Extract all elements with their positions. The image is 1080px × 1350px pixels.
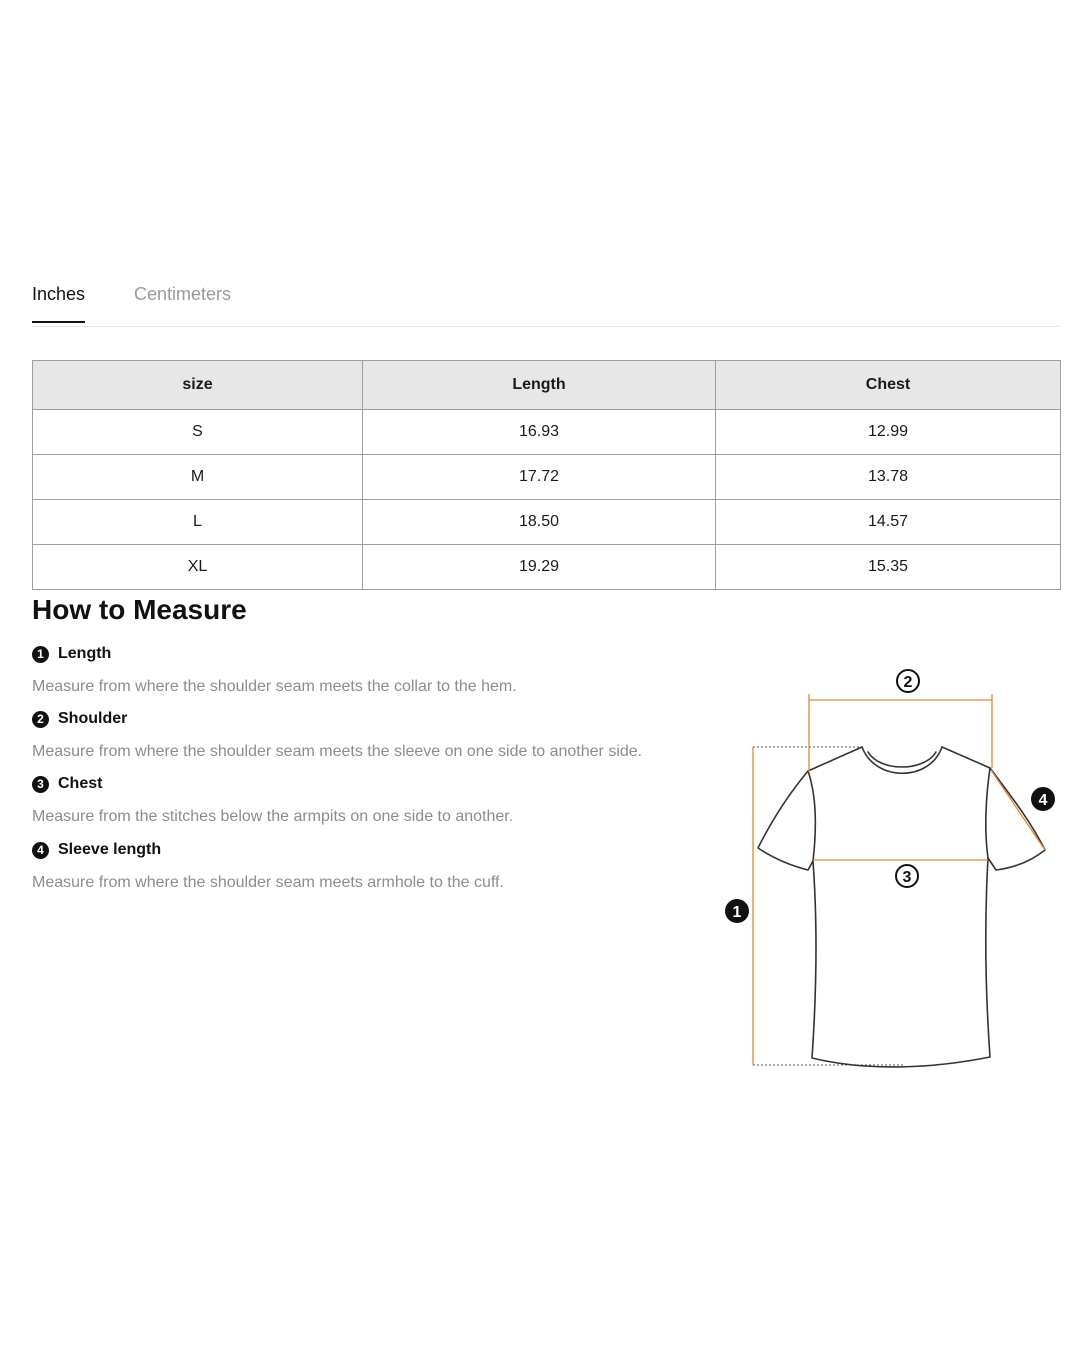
size-chart-table <box>32 360 1061 590</box>
marker-3-icon <box>896 865 918 887</box>
number-2-icon: 2 <box>32 711 49 728</box>
measure-item-chest <box>32 775 102 793</box>
measure-item-shoulder <box>32 710 127 728</box>
cell-length: 17.72 <box>363 455 716 500</box>
marker-1-icon <box>725 899 749 923</box>
measure-label: Shoulder <box>58 710 128 727</box>
measure-description: Measure from the stitches below the armpits on one side to another. <box>32 808 514 825</box>
marker-2-icon <box>897 670 919 692</box>
measure-description: Measure from where the shoulder seam meets the sleeve on one side to another side. <box>32 743 643 760</box>
table-header-row <box>33 361 1061 410</box>
measure-label: Chest <box>58 775 103 792</box>
cell-size: M <box>33 455 363 500</box>
table-row <box>33 500 1061 545</box>
cell-size: L <box>33 500 363 545</box>
header-chest: Chest <box>716 361 1061 410</box>
measure-item-sleeve-length <box>32 841 161 859</box>
svg-text:2: 2 <box>903 674 913 691</box>
cell-chest: 15.35 <box>716 545 1061 590</box>
cell-length: 19.29 <box>363 545 716 590</box>
number-3-icon: 3 <box>32 776 49 793</box>
tshirt-measure-diagram <box>700 660 1070 1080</box>
header-length: Length <box>363 361 716 410</box>
measure-description: Measure from where the shoulder seam meets armhole to the cuff. <box>32 874 504 891</box>
tab-inches[interactable]: Inches <box>32 284 85 323</box>
cell-length: 18.50 <box>363 500 716 545</box>
table-row <box>33 410 1061 455</box>
svg-text:4: 4 <box>1038 792 1048 809</box>
unit-tabs <box>32 270 1060 327</box>
cell-size: S <box>33 410 363 455</box>
table-row <box>33 455 1061 500</box>
measure-label: Length <box>58 645 112 662</box>
how-to-measure-title: How to Measure <box>32 594 247 625</box>
cell-chest: 13.78 <box>716 455 1061 500</box>
tab-centimeters[interactable]: Centimeters <box>134 284 232 304</box>
svg-text:3: 3 <box>902 869 912 886</box>
cell-chest: 14.57 <box>716 500 1061 545</box>
measure-description: Measure from where the shoulder seam meets the collar to the hem. <box>32 678 517 695</box>
measure-label: Sleeve length <box>58 841 162 858</box>
marker-4-icon <box>1031 787 1055 811</box>
measure-item-length <box>32 645 111 663</box>
cell-chest: 12.99 <box>716 410 1061 455</box>
number-4-icon: 4 <box>32 842 49 859</box>
cell-size: XL <box>33 545 363 590</box>
table-row <box>33 545 1061 590</box>
header-size: size <box>33 361 363 410</box>
cell-length: 16.93 <box>363 410 716 455</box>
svg-text:1: 1 <box>732 904 742 921</box>
number-1-icon: 1 <box>32 646 49 663</box>
tshirt-outline <box>758 747 1045 1067</box>
